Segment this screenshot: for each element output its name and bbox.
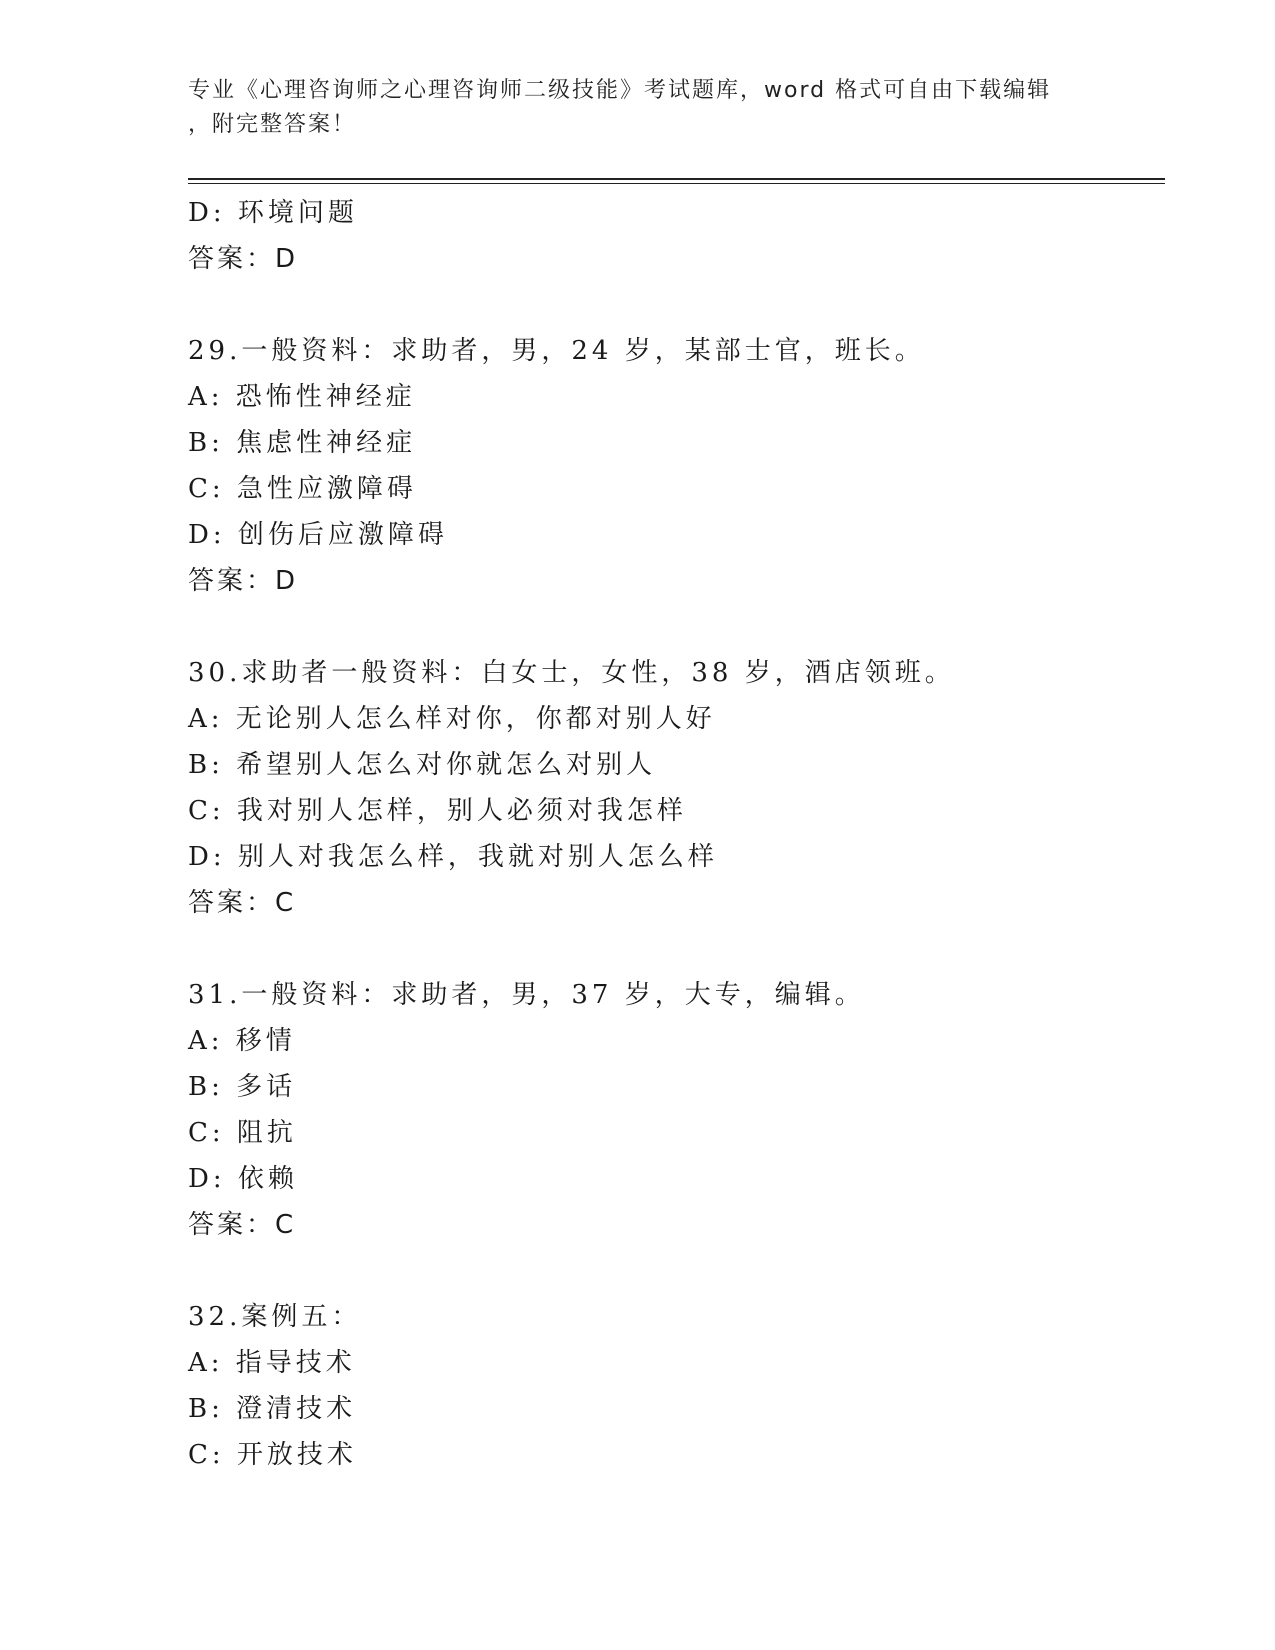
header-line-1: 专业《心理咨询师之心理咨询师二级技能》考试题库，word 格式可自由下载编辑 [188,78,1052,103]
prev-option-d: D: 环境问题 [188,198,358,228]
spacer [188,926,1165,972]
question-stem: 32.案例五： [188,1302,362,1332]
option-b: B: 多话 [188,1072,297,1102]
option-d: D: 创伤后应激障碍 [188,520,448,550]
option-a: A: 指导技术 [188,1348,356,1378]
option-c: C: 急性应激障碍 [188,474,417,504]
option-a: A: 恐怖性神经症 [188,382,416,412]
question-stem: 29.一般资料：求助者，男，24 岁，某部士官，班长。 [188,336,925,366]
answer: 答案：D [188,566,299,596]
option-b: B: 澄清技术 [188,1394,357,1424]
prev-answer: 答案：D [188,244,299,274]
option-d: D: 别人对我怎么样，我就对别人怎么样 [188,842,718,872]
option-d: D: 依赖 [188,1164,298,1194]
option-a: A: 无论别人怎么样对你，你都对别人好 [188,704,716,734]
option-a: A: 移情 [188,1026,296,1056]
question-stem: 31.一般资料：求助者，男，37 岁，大专，编辑。 [188,980,865,1010]
option-c: C: 开放技术 [188,1440,357,1470]
header-rule-thick [188,178,1165,180]
spacer [188,1248,1165,1294]
question-list [188,190,1165,1478]
option-c: C: 阻抗 [188,1118,297,1148]
option-c: C: 我对别人怎样，别人必须对我怎样 [188,796,687,826]
spacer [188,604,1165,650]
answer: 答案：C [188,888,297,918]
document-header [188,74,1068,142]
answer: 答案：C [188,1210,297,1240]
option-b: B: 希望别人怎么对你就怎么对别人 [188,750,657,780]
spacer [188,282,1165,328]
header-line-2: ，附完整答案！ [188,112,357,137]
header-rule-thin [188,183,1165,184]
option-b: B: 焦虑性神经症 [188,428,417,458]
question-stem: 30.求助者一般资料：白女士，女性，38 岁，酒店领班。 [188,658,955,688]
